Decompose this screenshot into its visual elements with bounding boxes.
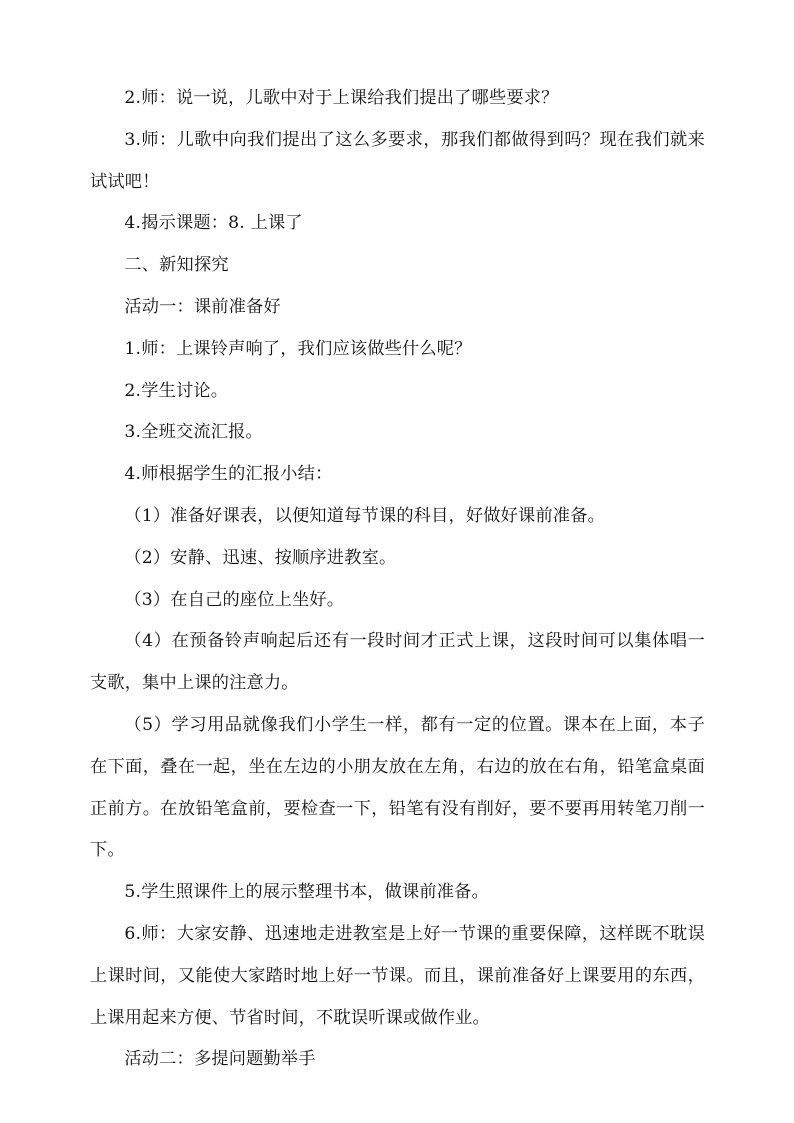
- summary-item-1: （1）准备好课表，以便知道每节课的科目，好做好课前准备。: [124, 505, 605, 526]
- summary-item-3: （3）在自己的座位上坐好。: [124, 589, 345, 610]
- activity-one-step-6: 6.师：大家安静、迅速地走进教室是上好一节课的重要保障，这样既不耽误上课时间，又能使大家踏时地上好一节课。而且，课前准备好上课要用的东西，上课用起来方便、节省时间，不耽误听课或做作业。: [90, 923, 705, 1028]
- activity-one-step-3: 3.全班交流汇报。: [124, 422, 263, 443]
- section-heading-new-knowledge: 二、新知探究: [124, 255, 229, 276]
- summary-item-4: （4）在预备铃声响起后还有一段时间才正式上课，这段时间可以集体唱一支歌，集中上课的注意力。: [90, 631, 705, 694]
- activity-one-step-4: 4.师根据学生的汇报小结：: [124, 464, 333, 485]
- summary-item-2: （2）安静、迅速、按顺序进教室。: [124, 547, 397, 568]
- document-body: [90, 78, 705, 1081]
- activity-one-step-5: 5.学生照课件上的展示整理书本，做课前准备。: [124, 882, 489, 903]
- paragraph-teacher-question-3: 3.师：儿歌中向我们提出了这么多要求，那我们都做得到吗？现在我们就来试试吧！: [90, 129, 705, 192]
- activity-one-step-1: 1.师：上课铃声响了，我们应该做些什么呢？: [124, 338, 472, 359]
- activity-one-heading: 活动一：课前准备好: [124, 296, 281, 317]
- paragraph-teacher-question-2: 2.师：说一说，儿歌中对于上课给我们提出了哪些要求？: [124, 88, 559, 108]
- activity-two-heading: 活动二：多提问题勤举手: [124, 1049, 316, 1070]
- summary-item-5: （5）学习用品就像我们小学生一样，都有一定的位置。课本在上面，本子在下面，叠在一起，坐在左边的小朋友放在左角，右边的放在右角，铅笔盒桌面正前方。在放铅笔盒前，要检查一下，铅笔有没有削好，要不要再用转笔刀削一下。: [90, 714, 705, 861]
- paragraph-reveal-topic: 4.揭示课题：8. 上课了: [124, 213, 303, 234]
- activity-one-step-2: 2.学生讨论。: [124, 380, 229, 401]
